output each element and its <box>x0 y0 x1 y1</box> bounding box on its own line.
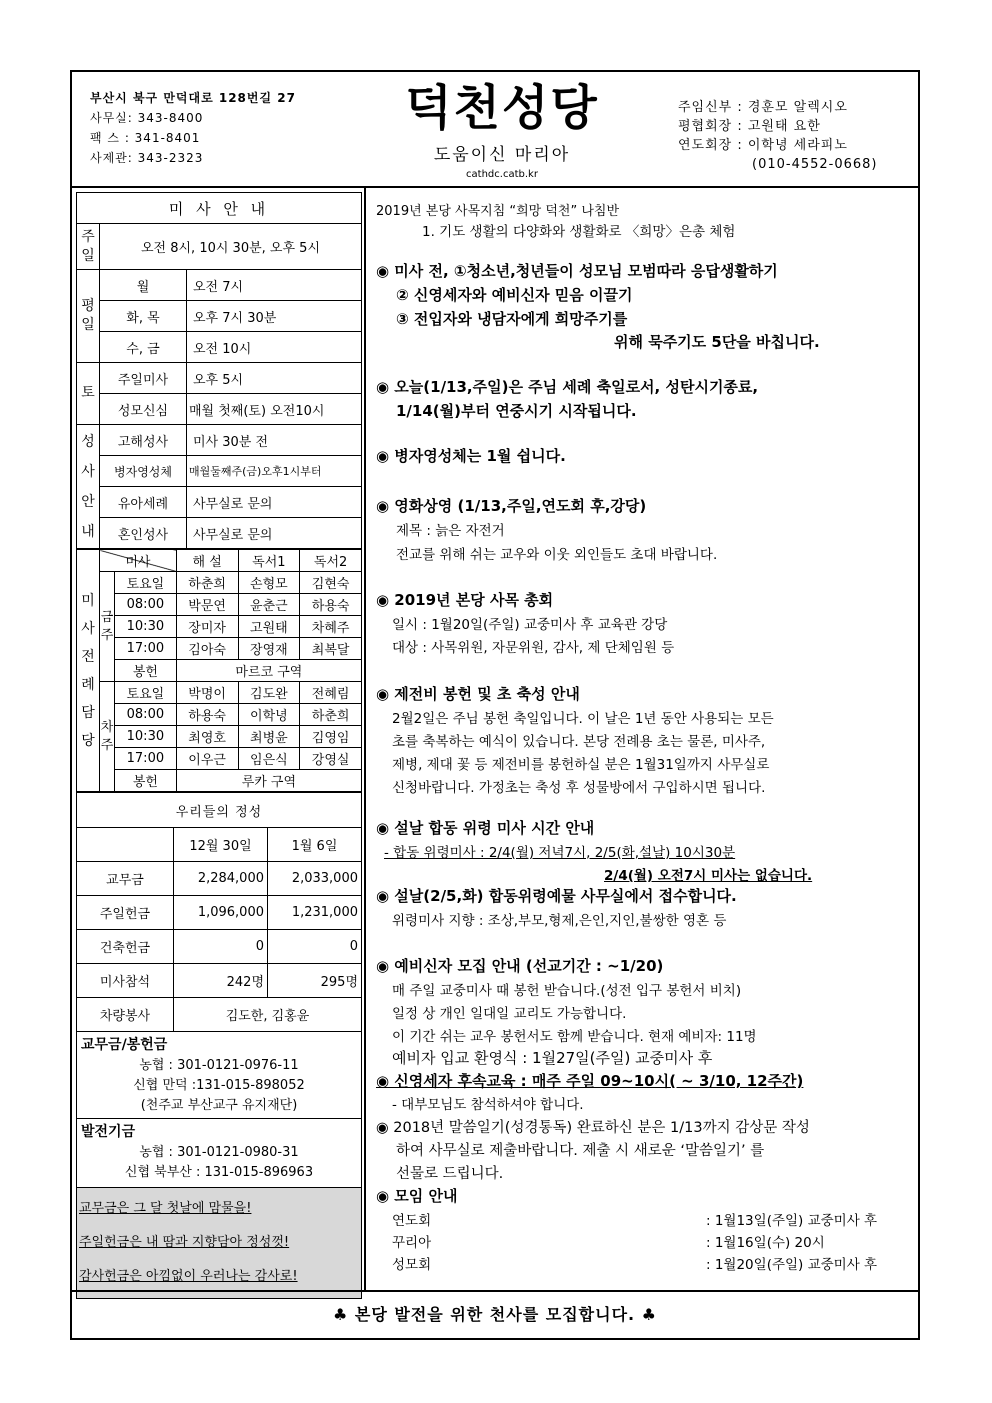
sacrament-time: 매월둘째주(금)오후1시부터 <box>187 456 362 487</box>
sacrament-label: 성 사 안 내 <box>77 425 100 549</box>
notice-text: 제목 : 늙은 자전거 <box>396 523 505 539</box>
rectory-phone: 사제관: 343-2323 <box>90 151 204 165</box>
offer-row-label: 건축헌금 <box>77 930 174 964</box>
offer-value: 295명 <box>268 964 362 998</box>
notice-text: 위령미사 지향 : 조상,부모,형제,은인,지인,불쌍한 영혼 등 <box>392 913 727 929</box>
subtitle: 도움이신 마리아 <box>433 145 571 165</box>
duty-cell: 하용숙 <box>176 704 238 726</box>
weekday-time: 오전 10시 <box>187 332 362 363</box>
week1-label: 금주 <box>100 572 115 682</box>
notice-text: 일정 상 개인 일대일 교리도 가능합니다. <box>392 1006 627 1022</box>
duty-cell: 임은식 <box>238 748 300 770</box>
saturday-item: 주일미사 <box>100 363 187 394</box>
offer-row-label: 교무금 <box>77 862 174 896</box>
notice-text: 하여 사무실로 제출바랍니다. 제출 시 새로운 ‘말씀일기’ 를 <box>396 1143 765 1159</box>
notice-candle-blessing: ◉ 제전비 봉헌 및 초 축성 안내 <box>376 685 580 703</box>
meeting-name: 성모회 <box>392 1257 432 1273</box>
notice-general-assembly: ◉ 2019년 본당 사목 총회 <box>376 591 554 609</box>
week2-label: 차주 <box>100 682 115 792</box>
notice-text: 1/14(월)부터 연중시기 시작됩니다. <box>396 402 637 420</box>
duty-cell: 17:00 <box>115 748 177 770</box>
sacrament-name: 고해성사 <box>100 425 187 456</box>
offer-value: 1,096,000 <box>174 896 268 930</box>
bulletin-frame <box>70 70 920 1340</box>
date-col: 1월 6일 <box>268 828 362 862</box>
offering-table <box>76 792 362 1032</box>
duty-cell: 하춘희 <box>176 572 238 594</box>
notice-text: 전교를 위해 쉬는 교우와 이웃 외인들도 초대 바랍니다. <box>396 547 718 563</box>
date-col: 12월 30일 <box>174 828 268 862</box>
notice-rosary: ◉ 미사 전, ①청소년,청년들이 성모님 모범따라 응답생활하기 <box>376 262 778 280</box>
notice-text: 초를 축복하는 예식이 있습니다. 본당 전례용 초는 물론, 미사주, <box>392 734 766 750</box>
notice-memorial-offering: ◉ 설날(2/5,화) 합동위령예물 사무실에서 접수합니다. <box>376 887 737 905</box>
duty-cell: 강영실 <box>300 748 362 770</box>
duty-cell: 이학녕 <box>238 704 300 726</box>
bank-account: 신협 북부산 : 131-015-896963 <box>124 1165 314 1180</box>
notice-text: 신청바랍니다. 가정초는 축성 후 성물방에서 구입하시면 됩니다. <box>392 780 766 796</box>
saturday-item: 성모신심 <box>100 394 187 425</box>
offer-value: 0 <box>268 930 362 964</box>
notice-text: 2월2일은 주님 봉헌 축일입니다. 이 날은 1년 동안 사용되는 모든 <box>392 711 774 727</box>
offer-value: 242명 <box>174 964 268 998</box>
notice-text: 매 주일 교중미사 때 봉헌 받습니다.(성전 입구 봉헌서 비치) <box>392 983 742 999</box>
bank-heading: 교무금/봉헌금 <box>81 1037 168 1053</box>
weekday-day: 월 <box>100 270 187 301</box>
weekday-time: 오전 7시 <box>187 270 362 301</box>
notice-text: - 합동 위령미사 : 2/4(월) 저녁7시, 2/5(화,설날) 10시30분 <box>384 845 736 861</box>
duty-cell: 최병윤 <box>238 726 300 748</box>
sacrament-time: 사무실로 문의 <box>187 518 362 549</box>
duty-cell: 최영호 <box>176 726 238 748</box>
slogan: 주일헌금은 내 땀과 지향담아 정성껏! <box>79 1235 290 1250</box>
page-title: 덕천성당 <box>405 80 599 136</box>
contact-block <box>90 88 296 168</box>
notice-meetings: ◉ 모임 안내 <box>376 1187 458 1205</box>
weekday-time: 오후 7시 30분 <box>187 301 362 332</box>
duty-label: 미 사 전 례 담 당 <box>77 550 100 792</box>
duty-cell: 김현숙 <box>300 572 362 594</box>
sacrament-time: 사무실로 문의 <box>187 487 362 518</box>
bank-info <box>76 1032 362 1188</box>
slogan: 교무금은 그 달 첫날에 맘물을! <box>79 1201 252 1216</box>
notice-text: 위해 묵주기도 5단을 바칩니다. <box>614 333 820 351</box>
notice-text: 제병, 제대 꽃 등 제전비를 봉헌하실 분은 1월31일까지 사무실로 <box>392 757 770 773</box>
notice-lunar-new-year-mass: ◉ 설날 합동 위령 미사 시간 안내 <box>376 819 595 837</box>
meeting-name: 연도회 <box>392 1213 432 1229</box>
duty-cell: 10:30 <box>115 616 177 638</box>
masthead <box>402 78 602 180</box>
yeondo-phone: (010-4552-0668) <box>752 157 878 172</box>
duty-cell: 윤춘근 <box>238 594 300 616</box>
meeting-time: : 1월20일(주일) 교중미사 후 <box>706 1257 878 1273</box>
address: 부산시 북구 만덕대로 128번길 27 <box>90 91 296 105</box>
sacrament-time: 미사 30분 전 <box>187 425 362 456</box>
sunday-label: 주 일 <box>77 224 100 270</box>
offer-row-label: 미사참석 <box>77 964 174 998</box>
saturday-time: 매월 첫째(토) 오전10시 <box>187 394 362 425</box>
duty-cell: 손형모 <box>238 572 300 594</box>
bank-account: 농협 : 301-0121-0976-11 <box>139 1058 299 1073</box>
duty-cell: 토요일 <box>115 572 177 594</box>
meeting-name: 꾸리아 <box>392 1235 432 1251</box>
weekday-day: 화, 목 <box>100 301 187 332</box>
duty-cell: 장영재 <box>238 638 300 660</box>
notice-text: 대상 : 사목위원, 자문위원, 감사, 제 단체임원 등 <box>392 640 675 656</box>
duty-cell: 이우근 <box>176 748 238 770</box>
footer-banner: ♣ 본당 발전을 위한 천사를 모집합니다. ♣ <box>72 1290 918 1340</box>
sacrament-name: 유아세례 <box>100 487 187 518</box>
duty-cell: 전혜림 <box>300 682 362 704</box>
notice-text: 2/4(월) 오전7시 미사는 없습니다. <box>604 868 813 884</box>
duty-cell: 10:30 <box>115 726 177 748</box>
council-president: 평협회장 : 고원태 요한 <box>678 119 821 134</box>
liturgy-duty-table <box>76 549 362 792</box>
sunday-time: 오전 8시, 10시 30분, 오후 5시 <box>100 224 362 270</box>
offering-title: 우리들의 정성 <box>77 793 362 828</box>
duty-cell: 하용숙 <box>300 594 362 616</box>
weekday-day: 수, 금 <box>100 332 187 363</box>
notice-sick-communion: ◉ 병자영성체는 1월 쉽니다. <box>376 447 566 465</box>
notice-text: ③ 전입자와 냉담자에게 희망주기를 <box>396 310 628 328</box>
sacrament-name: 병자영성체 <box>100 456 187 487</box>
notice-text: 예비자 입교 환영식 : 1월27일(주일) 교중미사 후 <box>392 1049 713 1067</box>
bank-account: 농협 : 301-0121-0980-31 <box>139 1145 299 1160</box>
header <box>72 72 918 186</box>
duty-cell: 김도완 <box>238 682 300 704</box>
website: cathdc.catb.kr <box>466 169 538 180</box>
corner-cell: 미사 <box>100 550 177 572</box>
sacrament-name: 혼인성사 <box>100 518 187 549</box>
notice-text: 선물로 드립니다. <box>396 1166 504 1182</box>
notice-text: 이 기간 쉬는 교우 봉헌서도 함께 받습니다. 현재 예비자: 11명 <box>392 1029 757 1045</box>
fax: 팩 스 : 341-8401 <box>90 131 201 145</box>
notice-neophyte-education: ◉ 신영세자 후속교육 : 매주 주일 09~10시( ~ 3/10, 12주간) <box>376 1072 804 1090</box>
notice-bible-diary: ◉ 2018년 말씀일기(성경통독) 완료하신 분은 1/13까지 감상문 작성 <box>376 1120 810 1136</box>
offer-value: 1,231,000 <box>268 896 362 930</box>
duty-cell: 박명이 <box>176 682 238 704</box>
car-volunteers: 김도한, 김홍윤 <box>174 998 362 1032</box>
duty-cell: 토요일 <box>115 682 177 704</box>
duty-cell: 하춘희 <box>300 704 362 726</box>
meeting-time: : 1월16일(수) 20시 <box>706 1235 825 1251</box>
yeondo-president: 연도회장 : 이학녕 세라피노 <box>678 138 848 153</box>
duty-cell: 08:00 <box>115 594 177 616</box>
staff-block <box>678 98 878 174</box>
pastoral-guideline-item: 1. 기도 생활의 다양화와 생활화로 〈희망〉은총 체험 <box>422 224 736 240</box>
offer-label: 봉헌 <box>115 770 177 792</box>
header-divider <box>72 186 918 188</box>
left-column <box>76 192 362 1299</box>
offer-label: 봉헌 <box>115 660 177 682</box>
duty-cell: 차혜주 <box>300 616 362 638</box>
meeting-time: : 1월13일(주일) 교중미사 후 <box>706 1213 878 1229</box>
slogan: 감사헌금은 아낌없이 우러나는 감사로! <box>79 1269 298 1284</box>
duty-cell: 박문연 <box>176 594 238 616</box>
duty-cell: 김영임 <box>300 726 362 748</box>
col-header: 독서1 <box>238 550 300 572</box>
car-label: 차량봉사 <box>77 998 174 1032</box>
saturday-label: 토 <box>77 363 100 425</box>
offer-zone: 루카 구역 <box>176 770 361 792</box>
bank-owner: (천주교 부산교구 유지재단) <box>140 1098 298 1113</box>
offer-value: 2,284,000 <box>174 862 268 896</box>
notice-text: - 대부모님도 참석하셔야 합니다. <box>392 1097 584 1113</box>
duty-cell: 김아숙 <box>176 638 238 660</box>
offer-value: 2,033,000 <box>268 862 362 896</box>
saturday-time: 오후 5시 <box>187 363 362 394</box>
column-divider <box>364 186 366 1290</box>
duty-cell: 17:00 <box>115 638 177 660</box>
col-header: 독서2 <box>300 550 362 572</box>
notice-text: ② 신영세자와 예비신자 믿음 이끌기 <box>396 286 633 304</box>
col-header: 해 설 <box>176 550 238 572</box>
mass-schedule-table <box>76 192 362 549</box>
bank-heading: 발전기금 <box>77 1118 361 1143</box>
mass-title: 미 사 안 내 <box>77 193 362 224</box>
duty-cell: 고원태 <box>238 616 300 638</box>
offer-row-label: 주일헌금 <box>77 896 174 930</box>
notice-movie: ◉ 영화상영 (1/13,주일,연도회 후,강당) <box>376 497 647 515</box>
blank-cell <box>77 828 174 862</box>
weekday-label: 평 일 <box>77 270 100 363</box>
offer-value: 0 <box>174 930 268 964</box>
duty-cell: 최복달 <box>300 638 362 660</box>
bank-account: 신협 만덕 :131-015-898052 <box>133 1078 305 1093</box>
duty-cell: 장미자 <box>176 616 238 638</box>
offer-zone: 마르코 구역 <box>176 660 361 682</box>
office-phone: 사무실: 343-8400 <box>90 111 204 125</box>
notice-text: 일시 : 1월20일(주일) 교중미사 후 교육관 강당 <box>392 617 668 633</box>
duty-cell: 08:00 <box>115 704 177 726</box>
notice-catechumen: ◉ 예비신자 모집 안내 (선교기간 : ~1/20) <box>376 957 664 975</box>
pastor: 주임신부 : 경훈모 알렉시오 <box>678 100 848 115</box>
notice-baptism-feast: ◉ 오늘(1/13,주일)은 주님 세례 축일로서, 성탄시기종료, <box>376 378 759 396</box>
pastoral-guideline: 2019년 본당 사목지침 “희망 덕천” 나침반 <box>376 204 620 219</box>
slogan-box <box>76 1188 362 1299</box>
